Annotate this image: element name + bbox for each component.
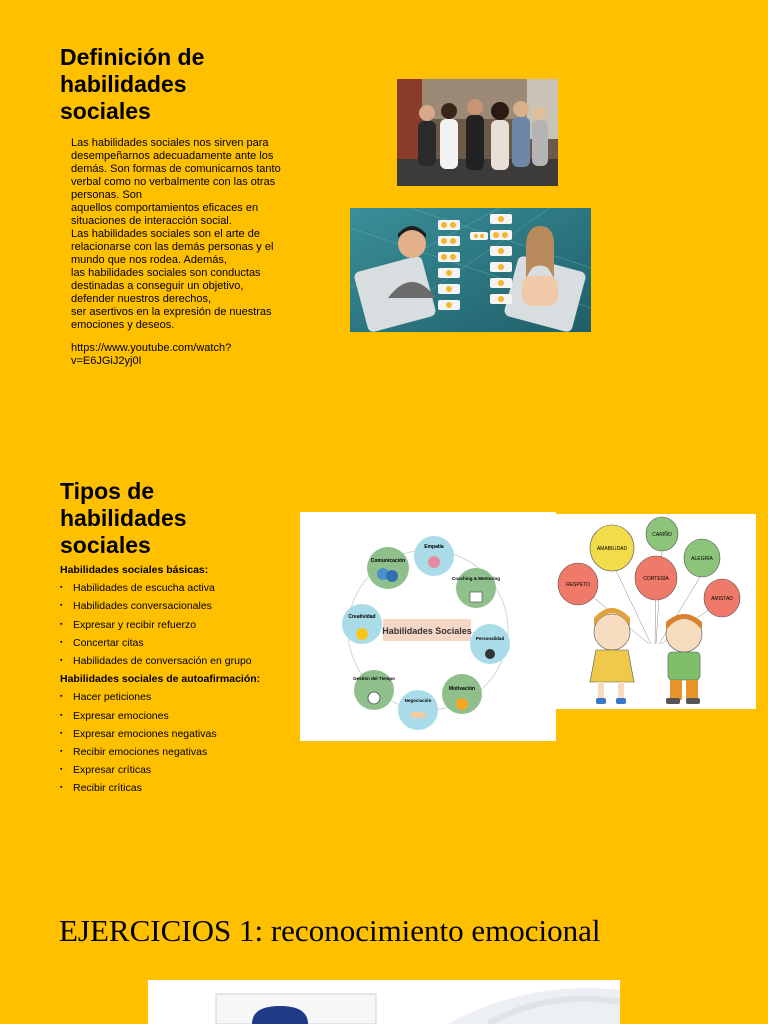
boy-figure (666, 614, 702, 704)
balloon (558, 563, 598, 605)
list-item: ▪ Expresar críticas (60, 761, 260, 779)
definition-title (60, 44, 204, 125)
node-creatividad (342, 604, 382, 644)
list-item: ▪ Expresar emociones negativas (60, 725, 260, 743)
body-line: relacionarse con las demás personas y el (71, 241, 274, 253)
body-line: ser asertivos en la expresión de nuestras (71, 306, 272, 318)
title-line: Tipos de (60, 478, 155, 504)
body-line: situaciones de interacción social. (71, 215, 232, 227)
balloon (590, 525, 634, 571)
balloon (635, 556, 677, 600)
types-title (60, 478, 187, 559)
list-item: ▪ Recibir críticas (60, 779, 260, 797)
body-line: destinadas a conseguir un objetivo, (71, 280, 244, 292)
list-item: ▪ Recibir emociones negativas (60, 743, 260, 761)
node-empatia (414, 536, 454, 576)
types-list (60, 561, 260, 798)
node-label: Coaching & Mentoring (452, 576, 500, 581)
list-item: ▪ Expresar y recibir refuerzo (60, 616, 260, 634)
body-line: mundo que nos rodea. Además, (71, 254, 227, 266)
balloon (646, 517, 678, 551)
list-item: ▪ Habilidades conversacionales (60, 597, 260, 615)
link-line[interactable]: v=E6JGiJ2yj0I (71, 355, 142, 367)
node-label: Personalidad (475, 636, 505, 641)
balloon-label: AMISTAD (711, 596, 733, 602)
node-label: Creatividad (348, 614, 376, 620)
balloon-label: AMABILIDAD (596, 546, 628, 552)
body-line: verbal como no verbalmente con las otras (71, 176, 276, 188)
basic-list (60, 579, 260, 670)
youtube-link[interactable] (71, 342, 231, 368)
body-line: emociones y deseos. (71, 319, 175, 331)
node-gestion-tiempo (353, 670, 395, 710)
exercises-title: EJERCICIOS 1: reconocimiento emocional (59, 913, 601, 948)
node-negociacion (398, 690, 438, 730)
node-motivacion (442, 674, 482, 714)
center-label: Habilidades Sociales (382, 626, 472, 636)
students-photo (397, 79, 558, 186)
body-line: las habilidades sociales son conductas (71, 267, 261, 279)
body-line: aquellos comportamientos eficaces en (71, 202, 259, 214)
node-comunicacion (367, 547, 409, 589)
title-line: sociales (60, 98, 151, 124)
body-line: Las habilidades sociales son el arte de (71, 228, 260, 240)
list-item: ▪ Habilidades de conversación en grupo (60, 652, 260, 670)
body-line: demás. Son formas de comunicarnos tanto (71, 163, 281, 175)
node-label: Comunicación (370, 558, 406, 564)
balloons-illustration (556, 514, 756, 709)
definition-body (71, 137, 281, 332)
title-line: habilidades (60, 71, 187, 97)
balloon-label: CARIÑO (652, 532, 672, 538)
assert-list (60, 688, 260, 797)
assert-heading: Habilidades sociales de autoafirmación: (60, 673, 261, 686)
basic-heading: Habilidades sociales básicas: (60, 564, 209, 576)
body-line: personas. Son (71, 189, 142, 201)
list-item: ▪ Expresar emociones (60, 707, 260, 725)
emoji-chat-illustration (350, 208, 591, 332)
skills-cycle-diagram (300, 512, 556, 741)
body-line: Las habilidades sociales nos sirven para (71, 137, 269, 149)
exercise-image (148, 980, 620, 1024)
node-label: Motivación (448, 686, 476, 692)
balloon-label: CORTESÍA (643, 576, 669, 582)
title-line: Definición de (60, 44, 205, 70)
node-coaching (452, 568, 500, 608)
node-personalidad (470, 624, 510, 664)
list-item: ▪ Hacer peticiones (60, 688, 260, 706)
balloon (684, 539, 720, 577)
girl-figure (590, 608, 634, 704)
title-line: sociales (60, 532, 151, 558)
node-label: Gestión del Tiempo (353, 676, 395, 681)
node-label: Empatía (424, 544, 444, 550)
body-line: desempeñarnos adecuadamente ante los (71, 150, 274, 162)
list-item: ▪ Concertar citas (60, 634, 260, 652)
balloon (704, 579, 740, 617)
list-item: ▪ Habilidades de escucha activa (60, 579, 260, 597)
balloon-label: ALEGRÍA (691, 556, 713, 562)
body-line: defender nuestros derechos, (71, 293, 212, 305)
title-line: habilidades (60, 505, 187, 531)
balloon-label: RESPETO (566, 582, 590, 588)
node-label: Negociación (404, 698, 432, 703)
link-line[interactable]: https://www.youtube.com/watch? (71, 342, 232, 354)
